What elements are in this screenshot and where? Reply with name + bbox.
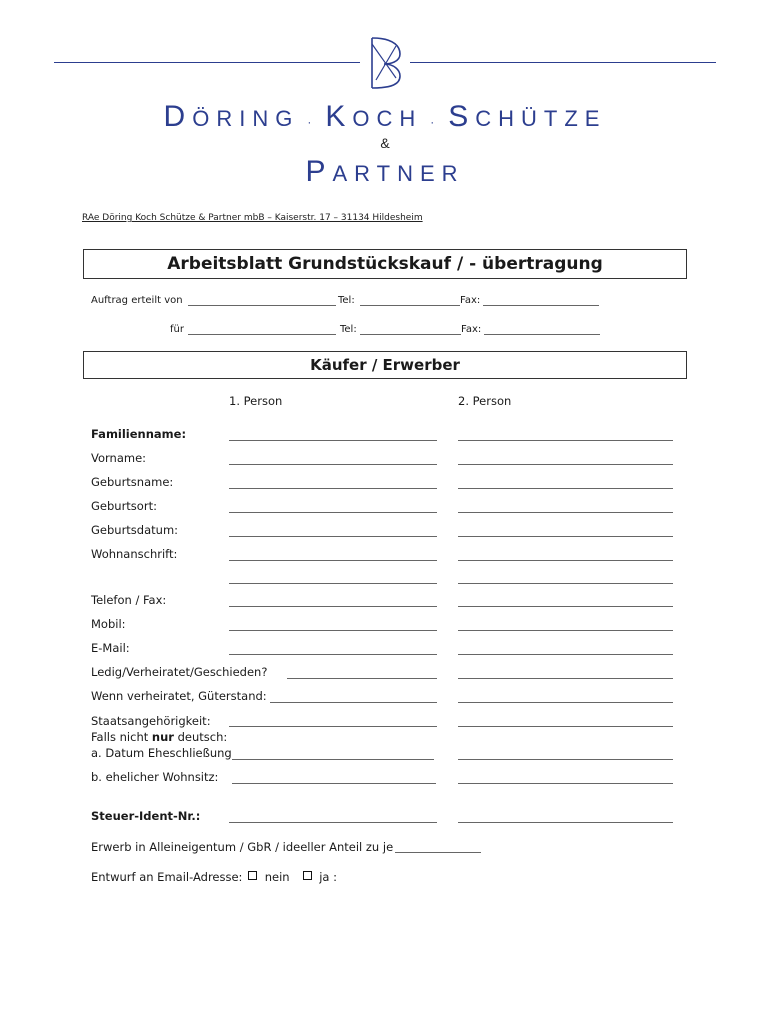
order-for-label: für — [170, 324, 184, 335]
gueterstand-person2-field[interactable] — [458, 702, 673, 703]
label-telefon: Telefon / Fax: — [91, 593, 167, 607]
falls-text-pre: Falls nicht — [91, 730, 152, 744]
falls-text-bold: nur — [151, 730, 174, 744]
label-staatsangehoerigkeit: Staatsangehörigkeit: — [91, 714, 211, 728]
label-geburtsname: Geburtsname: — [91, 475, 174, 489]
label-falls-nicht-nur-deutsch — [91, 730, 227, 744]
erwerb-anteil-field[interactable] — [395, 852, 481, 853]
steuer-ident-person2-field[interactable] — [458, 822, 673, 823]
firm-name-partner: ARTNER — [332, 161, 465, 186]
order-for-tel-label: Tel: — [340, 324, 357, 335]
label-wohnanschrift: Wohnanschrift: — [91, 547, 178, 561]
worksheet-title-box — [83, 249, 687, 279]
order-from-tel-label: Tel: — [338, 295, 355, 306]
firm-name-schuetze: CHÜTZE — [475, 106, 607, 131]
wohnanschrift-person1-field-2[interactable] — [229, 583, 437, 584]
label-geburtsdatum: Geburtsdatum: — [91, 523, 179, 537]
firm-initial-d: D — [163, 100, 193, 133]
geburtsdatum-person1-field[interactable] — [229, 536, 437, 537]
section-buyer-box — [83, 351, 687, 379]
wohnanschrift-person2-field-2[interactable] — [458, 583, 673, 584]
label-vorname: Vorname: — [91, 451, 147, 465]
order-for-fax-field[interactable] — [484, 334, 600, 335]
staatsangehoerigkeit-person2-field[interactable] — [458, 726, 673, 727]
geburtsort-person2-field[interactable] — [458, 512, 673, 513]
label-ja: ja : — [319, 870, 338, 884]
nein-checkbox[interactable] — [248, 871, 257, 880]
familienname-person2-field[interactable] — [458, 440, 673, 441]
eheschliessung-person1-field[interactable] — [232, 759, 434, 760]
entwurf-row — [91, 870, 337, 884]
firm-initial-s: S — [448, 100, 476, 133]
wohnanschrift-person2-field[interactable] — [458, 560, 673, 561]
firm-initial-k: K — [325, 100, 353, 133]
label-geburtsort: Geburtsort: — [91, 499, 157, 513]
geburtsname-person2-field[interactable] — [458, 488, 673, 489]
label-mobil: Mobil: — [91, 617, 126, 631]
vorname-person2-field[interactable] — [458, 464, 673, 465]
label-eheschliessung: a. Datum Eheschließung — [91, 746, 232, 760]
mobil-person2-field[interactable] — [458, 630, 673, 631]
order-for-field[interactable] — [188, 334, 336, 335]
header-rule-right — [410, 62, 716, 63]
firm-name-doering: ÖRING — [192, 106, 300, 131]
order-from-tel-field[interactable] — [360, 305, 460, 306]
falls-text-post: deutsch: — [173, 730, 228, 744]
ja-checkbox[interactable] — [303, 871, 312, 880]
familienstand-person1-field[interactable] — [287, 678, 437, 679]
order-for-tel-field[interactable] — [360, 334, 461, 335]
label-familienstand: Ledig/Verheiratet/Geschieden? — [91, 665, 268, 679]
email-person1-field[interactable] — [229, 654, 437, 655]
firm-ampersand: & — [380, 135, 390, 151]
wohnsitz-person1-field[interactable] — [232, 783, 436, 784]
mobil-person1-field[interactable] — [229, 630, 437, 631]
firm-name-line2 — [0, 155, 770, 189]
geburtsort-person1-field[interactable] — [229, 512, 437, 513]
geburtsname-person1-field[interactable] — [229, 488, 437, 489]
vorname-person1-field[interactable] — [229, 464, 437, 465]
firm-logo-icon — [366, 34, 404, 92]
geburtsdatum-person2-field[interactable] — [458, 536, 673, 537]
column-person-1: 1. Person — [229, 394, 283, 408]
order-from-field[interactable] — [188, 305, 336, 306]
firm-initial-p: P — [305, 155, 333, 188]
worksheet-title: Arbeitsblatt Grundstückskauf / - übertragung — [167, 254, 603, 274]
telefon-person1-field[interactable] — [229, 606, 437, 607]
staatsangehoerigkeit-person1-field[interactable] — [229, 726, 437, 727]
gueterstand-person1-field[interactable] — [270, 702, 437, 703]
steuer-ident-person1-field[interactable] — [229, 822, 437, 823]
label-entwurf: Entwurf an Email-Adresse: — [91, 870, 243, 884]
label-erwerb: Erwerb in Alleineigentum / GbR / ideeller Anteil zu je — [91, 840, 394, 854]
familienstand-person2-field[interactable] — [458, 678, 673, 679]
label-familienname: Familienname: — [91, 427, 187, 441]
order-from-fax-field[interactable] — [483, 305, 599, 306]
email-person2-field[interactable] — [458, 654, 673, 655]
header-rule-left — [54, 62, 360, 63]
label-email: E-Mail: — [91, 641, 130, 655]
label-steuer-ident: Steuer-Ident-Nr.: — [91, 809, 201, 823]
telefon-person2-field[interactable] — [458, 606, 673, 607]
label-wohnsitz: b. ehelicher Wohnsitz: — [91, 770, 219, 784]
label-gueterstand: Wenn verheiratet, Güterstand: — [91, 689, 267, 703]
firm-separator: · — [430, 115, 435, 129]
wohnanschrift-person1-field[interactable] — [229, 560, 437, 561]
familienname-person1-field[interactable] — [229, 440, 437, 441]
order-for-fax-label: Fax: — [461, 324, 482, 335]
column-person-2: 2. Person — [458, 394, 512, 408]
wohnsitz-person2-field[interactable] — [458, 783, 673, 784]
section-buyer-title: Käufer / Erwerber — [310, 356, 460, 374]
order-from-fax-label: Fax: — [460, 295, 481, 306]
sender-address: RAe Döring Koch Schütze & Partner mbB – Kaiserstr. 17 – 31134 Hildesheim — [82, 213, 423, 223]
label-nein: nein — [264, 870, 290, 884]
firm-separator: · — [307, 115, 312, 129]
order-from-label: Auftrag erteilt von — [91, 295, 183, 306]
firm-name-koch: OCH — [352, 106, 423, 131]
eheschliessung-person2-field[interactable] — [458, 759, 673, 760]
firm-name-line1 — [0, 100, 770, 134]
